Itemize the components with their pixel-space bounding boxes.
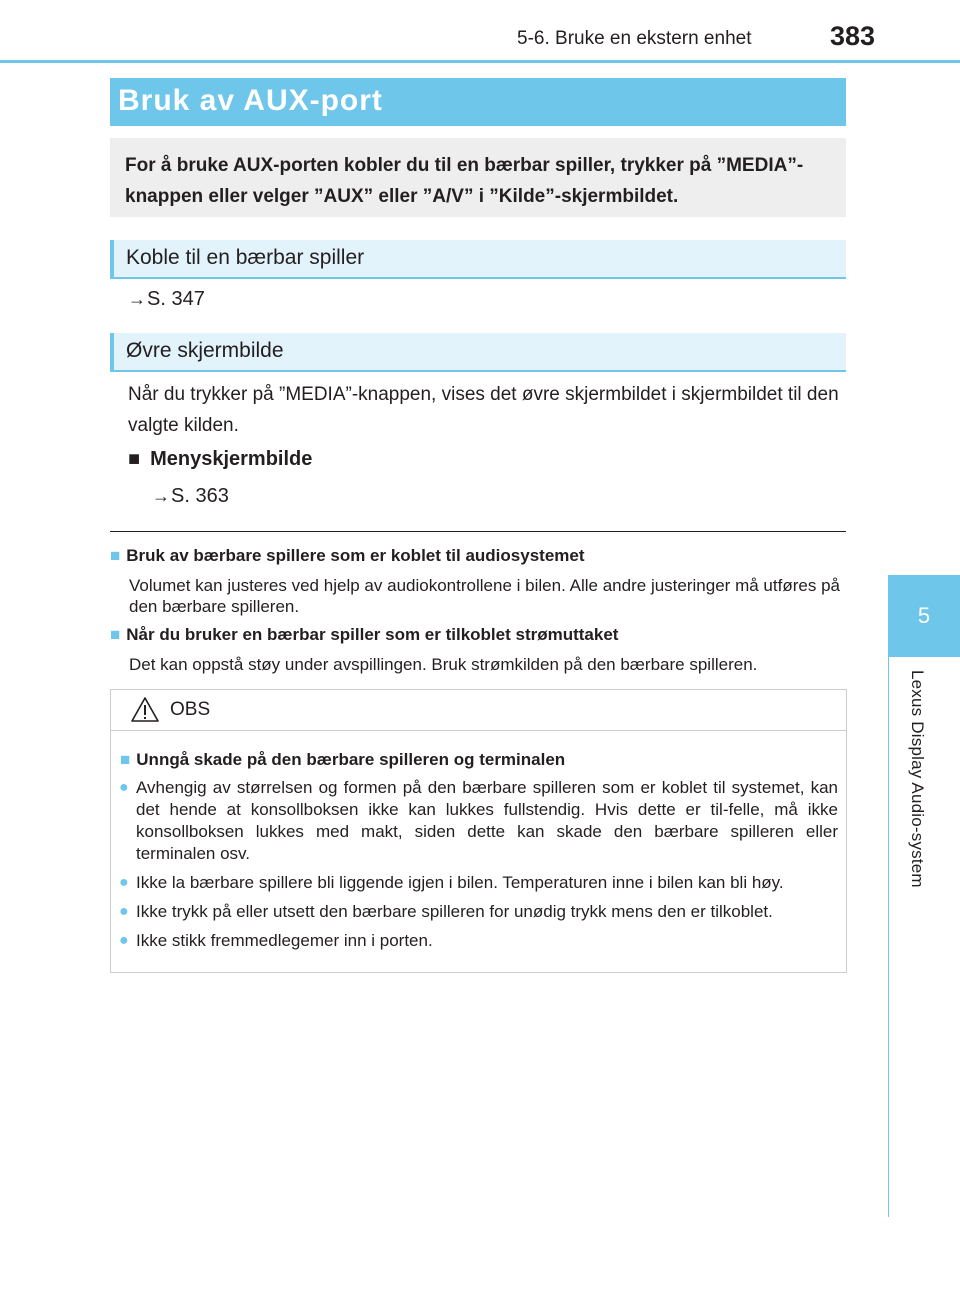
section-body-text: Når du trykker på ”MEDIA”-knappen, vises det øvre skjermbildet i skjermbildet til den valgte kilden. [128,384,839,436]
section-heading-label: Øvre skjermbilde [126,339,284,362]
caution-label: OBS [170,699,211,720]
intro-box [110,138,846,217]
bullet-dot-icon: ● [119,903,129,920]
page-reference[interactable] [152,485,229,508]
caution-title [120,750,565,770]
warning-triangle-icon [130,696,160,723]
caution-bullet [119,872,838,894]
note-body: Det kan oppstå støy under avspillingen. Bruk strømkilden på den bærbare spilleren. [129,655,758,674]
divider [110,531,846,532]
note-heading [110,546,585,566]
note-heading-text: Når du bruker en bærbar spiller som er tilkoblet strømuttaket [126,625,619,644]
caution-bullet-text: Ikke trykk på eller utsett den bærbare spilleren for unødig trykk mens den er tilkoblet. [136,902,773,921]
arrow-right-icon: → [152,486,170,506]
chapter-label: Lexus Display Audio-system [908,670,927,888]
intro-text: For å bruke AUX-porten kobler du til en bærbar spiller, trykker på ”MEDIA”-knappen eller velger ”AUX” eller ”A/V” i ”Kilde”-skjermbildet. [125,155,804,207]
header-rule [0,60,960,63]
note-body: Volumet kan justeres ved hjelp av audiokontrollene i bilen. Alle andre justeringer må utføres på den bærbare spilleren. [129,576,840,616]
square-bullet-icon: ■ [128,448,141,470]
arrow-right-icon: → [128,289,146,309]
page-reference-text: S. 347 [147,288,205,310]
caution-header [111,690,846,731]
header-section-title: 5-6. Bruke en ekstern enhet [517,28,752,49]
caution-bullet-text: Ikke stikk fremmedlegemer inn i porten. [136,931,433,950]
main-title-bar [110,78,846,126]
section-heading-bar [110,240,114,277]
caution-box [110,689,847,973]
note-heading [110,625,618,645]
chapter-number: 5 [917,603,931,628]
caution-bullet [119,901,838,923]
caution-bullet [119,777,838,865]
menu-subheading-text: Menyskjermbilde [150,448,313,470]
square-bullet-icon: ■ [120,750,131,769]
square-bullet-icon: ■ [110,625,121,644]
note-heading-text: Bruk av bærbare spillere som er koblet til audiosystemet [126,546,585,565]
section-heading-connect [110,240,846,279]
menu-subheading [128,448,312,471]
square-bullet-icon: ■ [110,546,121,565]
section-heading-bar [110,333,114,370]
bullet-dot-icon: ● [119,874,129,891]
page-number: 383 [830,21,876,51]
caution-title-text: Unngå skade på den bærbare spilleren og terminalen [136,750,566,769]
page-reference[interactable] [128,288,205,311]
caution-bullet [119,930,838,952]
page-reference-text: S. 363 [171,485,229,507]
section-heading-label: Koble til en bærbar spiller [126,246,365,269]
caution-bullet-text: Ikke la bærbare spillere bli liggende igjen i bilen. Temperaturen inne i bilen kan bli høy. [136,873,784,892]
section-heading-upper-screen [110,333,846,372]
page-title: Bruk av AUX-port [118,84,383,117]
bullet-dot-icon: ● [119,779,129,796]
chapter-tab [888,575,960,657]
caution-bullet-text: Avhengig av størrelsen og formen på den bærbare spilleren som er koblet til systemet, kan det hende at konsollboksen ikke kan lukkes fullstendig. Hvis dette er til-felle, må ikke konsollboksen lukkes med makt, siden dette kan skade den bærbare spilleren eller terminalen osv. [136,778,838,863]
bullet-dot-icon: ● [119,932,129,949]
